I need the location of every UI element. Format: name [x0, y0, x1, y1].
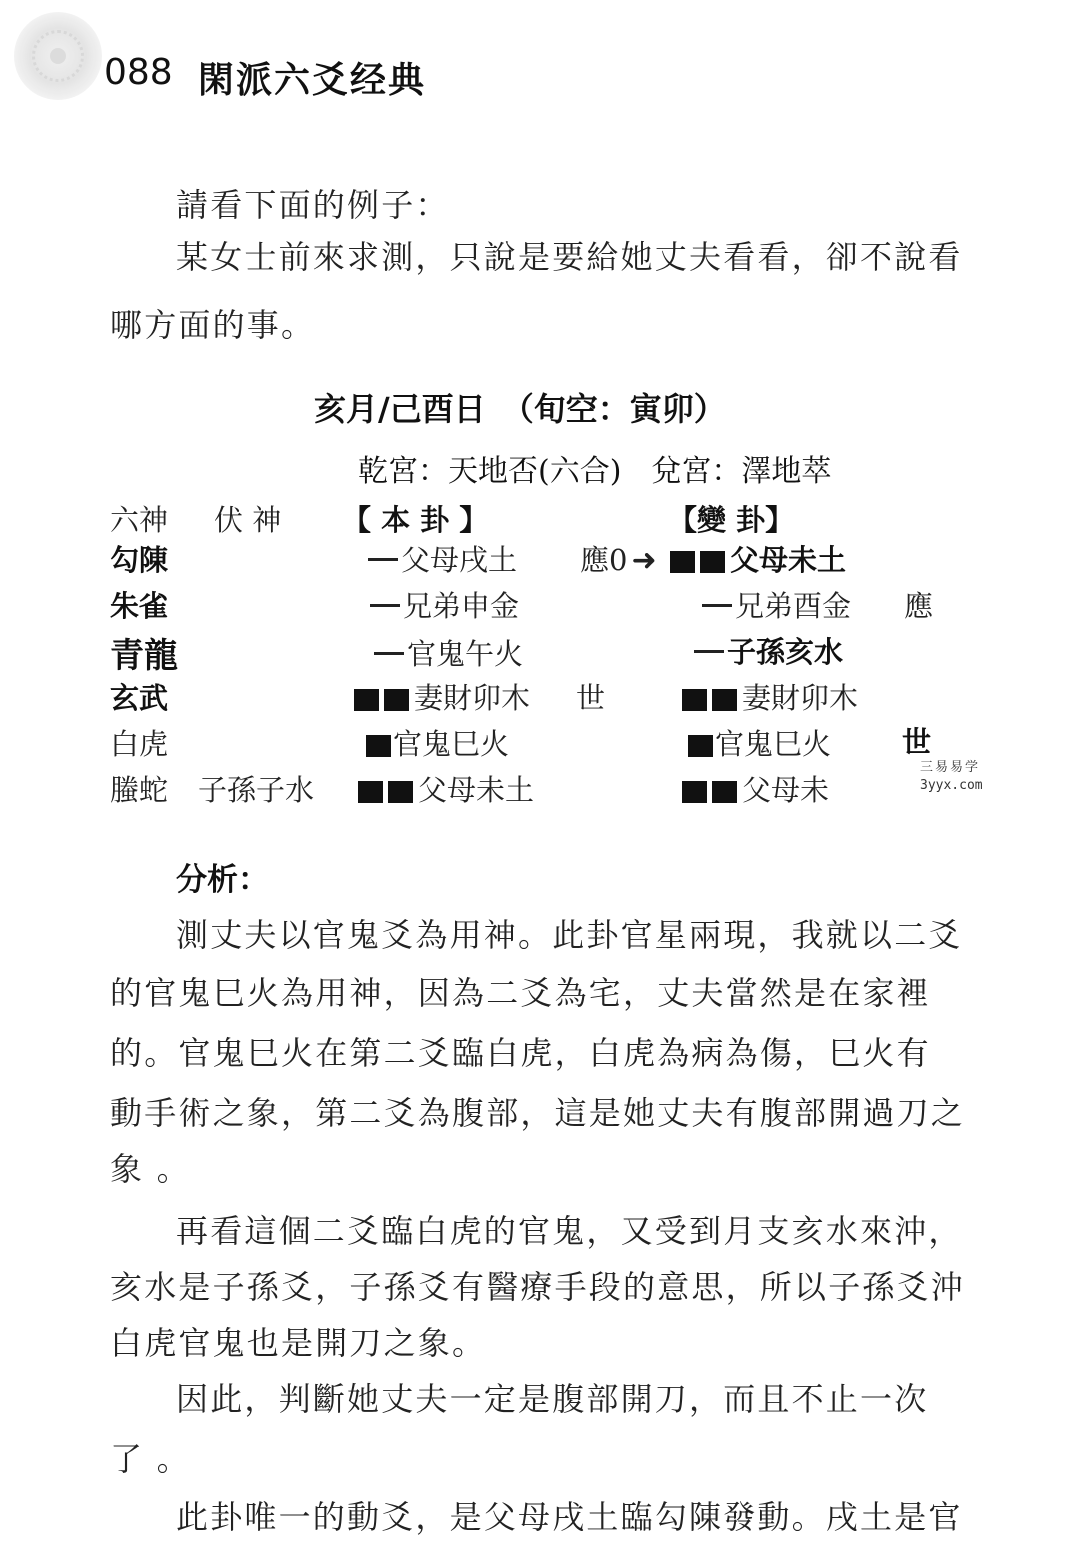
six-god-label: 白虎 [110, 727, 169, 761]
header-six-gods: 六神 [110, 503, 169, 537]
analysis-line: 動手術之象，第二爻為腹部，這是她丈夫有腹部開過刀之 [110, 1094, 966, 1132]
original-line-6: 父母未土 [358, 768, 534, 810]
book-title: 閑派六爻经典 [198, 59, 427, 101]
header-changed-hexagram: 【變 卦】 [668, 503, 795, 537]
analysis-line: 的。官鬼巳火在第二爻臨白虎，白虎為病為傷，巳火有 [110, 1034, 931, 1072]
page-number: 088 [104, 52, 173, 93]
analysis-line: 了 。 [110, 1440, 191, 1478]
analysis-line: 亥水是子孫爻，子孫爻有醫療手段的意思，所以子孫爻沖 [110, 1268, 966, 1306]
changed-line-4: 妻財卯木 [682, 676, 858, 718]
hexagram-title: 亥月/己酉日 （旬空：寅卯） [314, 390, 726, 428]
yin-line-icon [366, 727, 393, 761]
hexagram-palaces: 乾宮：天地否(六合) 兌宮：澤地萃 [358, 454, 832, 489]
changed-line-2: 兄弟酉金 [702, 584, 851, 625]
intro-line-1: 請看下面的例子： [176, 186, 450, 224]
analysis-line: 再看這個二爻臨白虎的官鬼，又受到月支亥水來沖， [176, 1212, 963, 1250]
hidden-spirit: 子孫子水 [198, 773, 315, 807]
header-original-hexagram: 【 本 卦 】 [342, 503, 489, 537]
intro-line-2: 某女士前來求測，只說是要給她丈夫看看，卻不說看 [176, 238, 963, 276]
changed-line-1: 父母未土 [670, 538, 846, 580]
original-line-1: 父母戌土 [368, 538, 517, 579]
analysis-line: 此卦唯一的動爻，是父母戌土臨勾陳發動。戌土是官 [176, 1498, 963, 1536]
analysis-line: 的官鬼巳火為用神，因為二爻為宅，丈夫當然是在家裡 [110, 974, 931, 1012]
page-emblem-icon [14, 12, 102, 100]
original-line-5: 官鬼巳火 [366, 722, 509, 763]
changed-line-mark: 世 [902, 725, 932, 759]
changed-line-6: 父母未 [682, 768, 829, 810]
intro-line-3: 哪方面的事。 [110, 306, 316, 344]
yang-line-icon [694, 650, 724, 653]
yang-line-icon [368, 558, 398, 561]
world-line-mark: 世 [576, 681, 606, 715]
six-god-label: 玄武 [110, 681, 169, 715]
six-god-label: 青龍 [110, 636, 178, 676]
watermark-url: 3yyx.com [920, 778, 983, 793]
analysis-heading: 分析： [176, 862, 269, 898]
header-hidden-spirit: 伏 神 [214, 503, 282, 537]
original-line-4: 妻財卯木 [354, 676, 530, 718]
yin-line-icon [682, 776, 742, 810]
analysis-line: 因此，判斷她丈夫一定是腹部開刀，而且不止一次 [176, 1380, 929, 1418]
changed-line-3: 子孫亥水 [694, 630, 843, 671]
original-line-2: 兄弟申金 [370, 584, 519, 625]
yang-line-icon [370, 604, 400, 607]
analysis-line: 白虎官鬼也是開刀之象。 [110, 1324, 487, 1362]
yin-line-icon [688, 727, 715, 761]
watermark-text: 三易易学 [920, 760, 981, 775]
yin-line-icon [682, 684, 742, 718]
moving-line-marker: 應0 ➜ [580, 543, 657, 578]
analysis-line: 象 。 [110, 1150, 191, 1188]
yang-line-icon [374, 652, 404, 655]
yin-line-icon [358, 776, 418, 810]
changed-line-mark: 應 [904, 589, 934, 623]
yin-line-icon [354, 684, 414, 718]
original-line-3: 官鬼午火 [374, 632, 523, 673]
six-god-label: 勾陳 [110, 543, 169, 577]
six-god-label: 朱雀 [110, 589, 169, 623]
yang-line-icon [702, 604, 732, 607]
six-god-label: 螣蛇 [110, 773, 169, 807]
analysis-line: 測丈夫以官鬼爻為用神。此卦官星兩現，我就以二爻 [176, 916, 963, 954]
arrow-right-icon: ➜ [631, 543, 657, 578]
yin-line-icon [670, 546, 730, 580]
changed-line-5: 官鬼巳火 [688, 722, 831, 763]
